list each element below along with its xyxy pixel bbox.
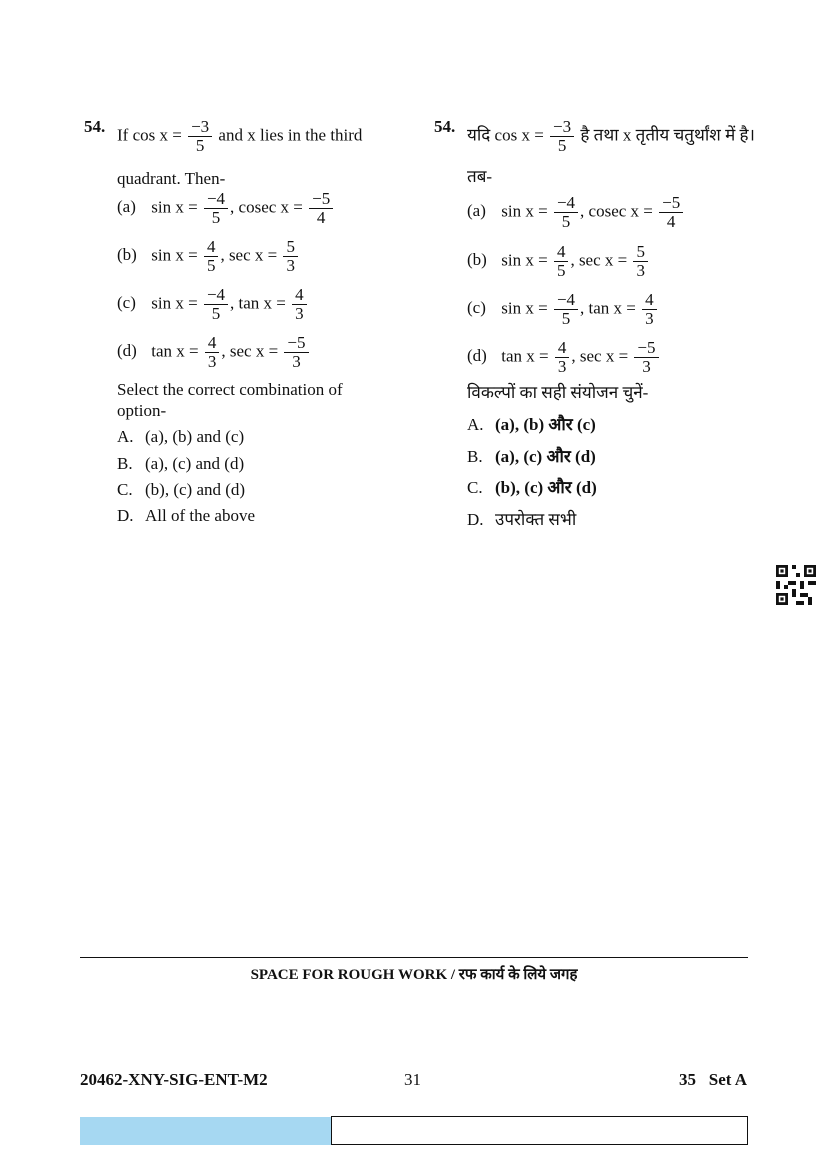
select-instruction: विकल्पों का सही संयोजन चुनें- <box>467 383 649 402</box>
footer-box <box>331 1116 748 1145</box>
question-number: 54. <box>84 117 106 136</box>
answer-c: C. (b), (c) और (d) <box>467 478 597 497</box>
option-b: (b) sin x = $\frac{4}{5}$ , sec x = $\frac{5}{3}$ <box>117 238 300 275</box>
paper-code: 20462-XNY-SIG-ENT-M2 <box>80 1070 268 1089</box>
fraction: $\frac{-3}{5}$ <box>550 118 574 155</box>
option-d: (d) tan x = $\frac{4}{3}$ , sec x = $\frac{-5}{3}$ <box>117 334 311 371</box>
option-c: (c) sin x = $\frac{-4}{5}$ , tan x = $\frac{4}{3}$ <box>117 286 309 323</box>
question-stem: If cos x = $\frac{-3}{5}$ and x lies in the third <box>117 117 363 155</box>
option-a: (a) sin x = $\frac{-4}{5}$ , cosec x = $\frac{-5}{4}$ <box>467 194 685 231</box>
option-b: (b) sin x = $\frac{4}{5}$ , sec x = $\frac{5}{3}$ <box>467 243 650 280</box>
rough-work-label: SPACE FOR ROUGH WORK / रफ कार्य के लिये जगह <box>250 967 578 983</box>
answer-c: C. (b), (c) and (d) <box>117 480 246 499</box>
option-d: (d) tan x = $\frac{4}{3}$ , sec x = $\frac{-5}{3}$ <box>467 339 661 376</box>
set-label: 35 Set A <box>679 1070 747 1089</box>
page-number: 31 <box>404 1070 421 1089</box>
answer-a: A. (a), (b) और (c) <box>467 415 596 434</box>
question-stem: यदि cos x = $\frac{-3}{5}$ है तथा x तृतीय चतुर्थांश में है। <box>467 117 755 155</box>
question-stem-line2: quadrant. Then- <box>117 169 226 188</box>
question-stem-line2: तब- <box>467 167 493 186</box>
answer-d: D. All of the above <box>117 506 255 525</box>
answer-b: B. (a), (c) and (d) <box>117 454 245 473</box>
select-instruction-line2: option- <box>117 401 167 420</box>
answer-a: A. (a), (b) and (c) <box>117 427 245 446</box>
question-number: 54. <box>434 117 456 136</box>
divider <box>80 957 748 958</box>
answer-b: B. (a), (c) और (d) <box>467 447 596 466</box>
fraction: $\frac{-3}{5}$ <box>188 118 212 155</box>
select-instruction: Select the correct combination of <box>117 380 343 399</box>
qr-code-icon <box>776 565 816 605</box>
option-a: (a) sin x = $\frac{-4}{5}$ , cosec x = $\frac{-5}{4}$ <box>117 190 335 227</box>
footer-color-bar <box>80 1117 331 1145</box>
option-c: (c) sin x = $\frac{-4}{5}$ , tan x = $\frac{4}{3}$ <box>467 291 659 328</box>
answer-d: D. उपरोक्त सभी <box>467 510 577 529</box>
